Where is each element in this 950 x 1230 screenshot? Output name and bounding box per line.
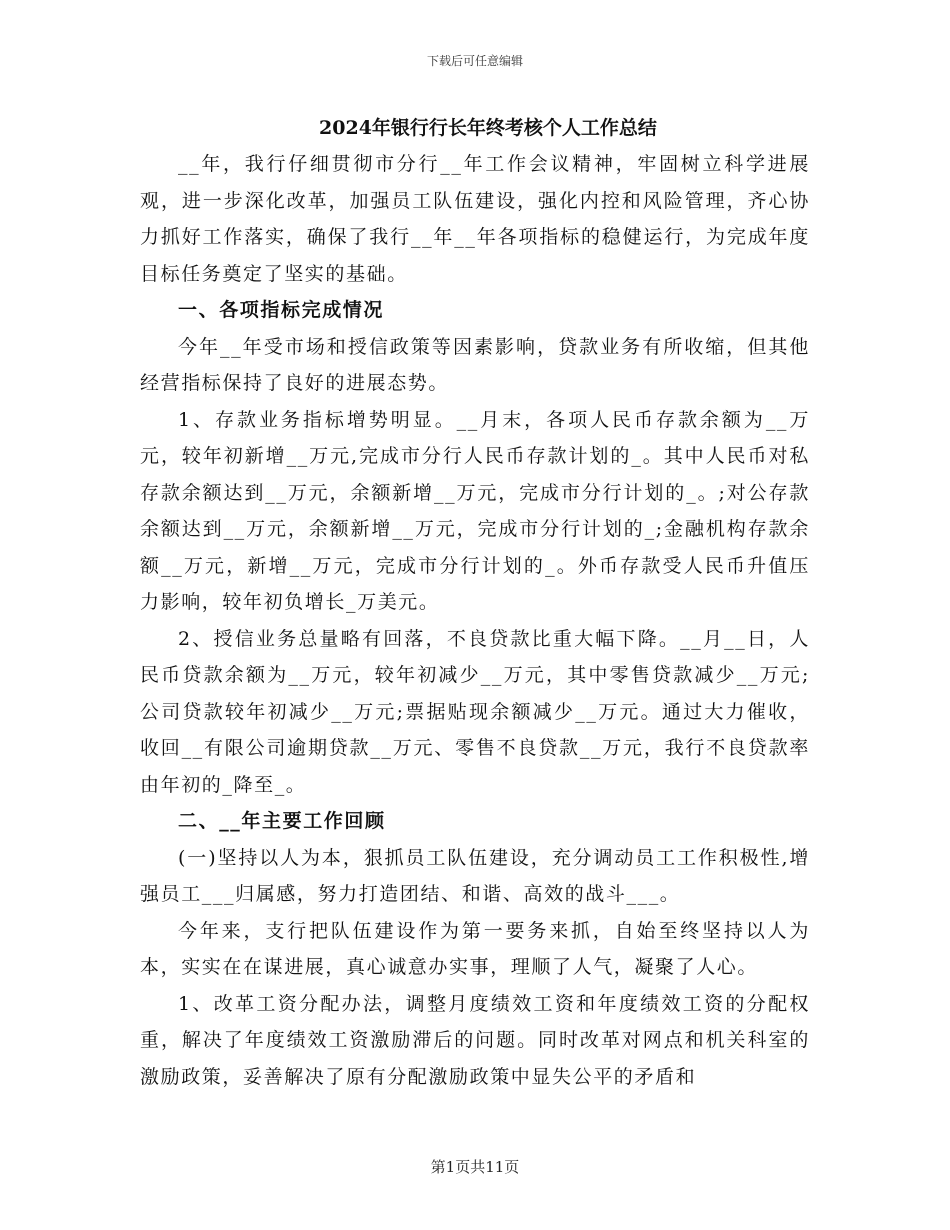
paragraph-intro: __年，我行仔细贯彻市分行__年工作会议精神，牢固树立科学进展观，进一步深化改革，加强员工队伍建设，强化内控和风险管理，齐心协力抓好工作落实，确保了我行__年__年各项指标的稳健运行，为完成年度目标任务奠定了坚实的基础。 bbox=[140, 153, 810, 285]
section-heading-2: 二、__年主要工作回顾 bbox=[178, 810, 386, 832]
document-title: 2024年银行行长年终考核个人工作总结 bbox=[319, 117, 657, 139]
paragraph-people-first: 今年来，支行把队伍建设作为第一要务来抓，自始至终坚持以人为本，实实在在谋进展，真心诚意办实事，理顺了人气，凝聚了人心。 bbox=[140, 919, 810, 978]
section-heading-1: 一、各项指标完成情况 bbox=[178, 299, 385, 321]
paragraph-credit: 2、授信业务总量略有回落，不良贷款比重大幅下降。__月__日，人民币贷款余额为__万元，较年初减少__万元，其中零售贷款减少__万元;公司贷款较年初减少__万元;票据贴现余额减少__万元。通过大力催收，收回__有限公司逾期贷款__万元、零售不良贷款__万元，我行不良贷款率由年初的_降至_。 bbox=[140, 627, 810, 796]
paragraph-deposits: 1、存款业务指标增势明显。__月末，各项人民币存款余额为__万元，较年初新增__万元,完成市分行人民币存款计划的_。其中人民币对私存款余额达到__万元，余额新增__万元，完成市分行计划的_。;对公存款余额达到__万元，余额新增__万元，完成市分行计划的_;金融机构存款余额__万元，新增__万元，完成市分行计划的_。外币存款受人民币升值压力影响，较年初负增长_万美元。 bbox=[140, 408, 810, 613]
paragraph-overview: 今年__年受市场和授信政策等因素影响，贷款业务有所收缩，但其他经营指标保持了良好的进展态势。 bbox=[140, 335, 810, 394]
page-header-note: 下载后可任意编辑 bbox=[426, 54, 523, 68]
page-number: 第1页共11页 bbox=[430, 1158, 520, 1176]
paragraph-salary-reform: 1、改革工资分配办法，调整月度绩效工资和年度绩效工资的分配权重，解决了年度绩效工资激励滞后的问题。同时改革对网点和机关科室的激励政策，妥善解决了原有分配激励政策中显失公平的矛盾和 bbox=[140, 992, 810, 1088]
document-body bbox=[140, 112, 810, 1095]
paragraph-team-building: (一)坚持以人为本，狠抓员工队伍建设，充分调动员工工作积极性,增强员工___归属感，努力打造团结、和谐、高效的战斗___。 bbox=[140, 846, 810, 905]
